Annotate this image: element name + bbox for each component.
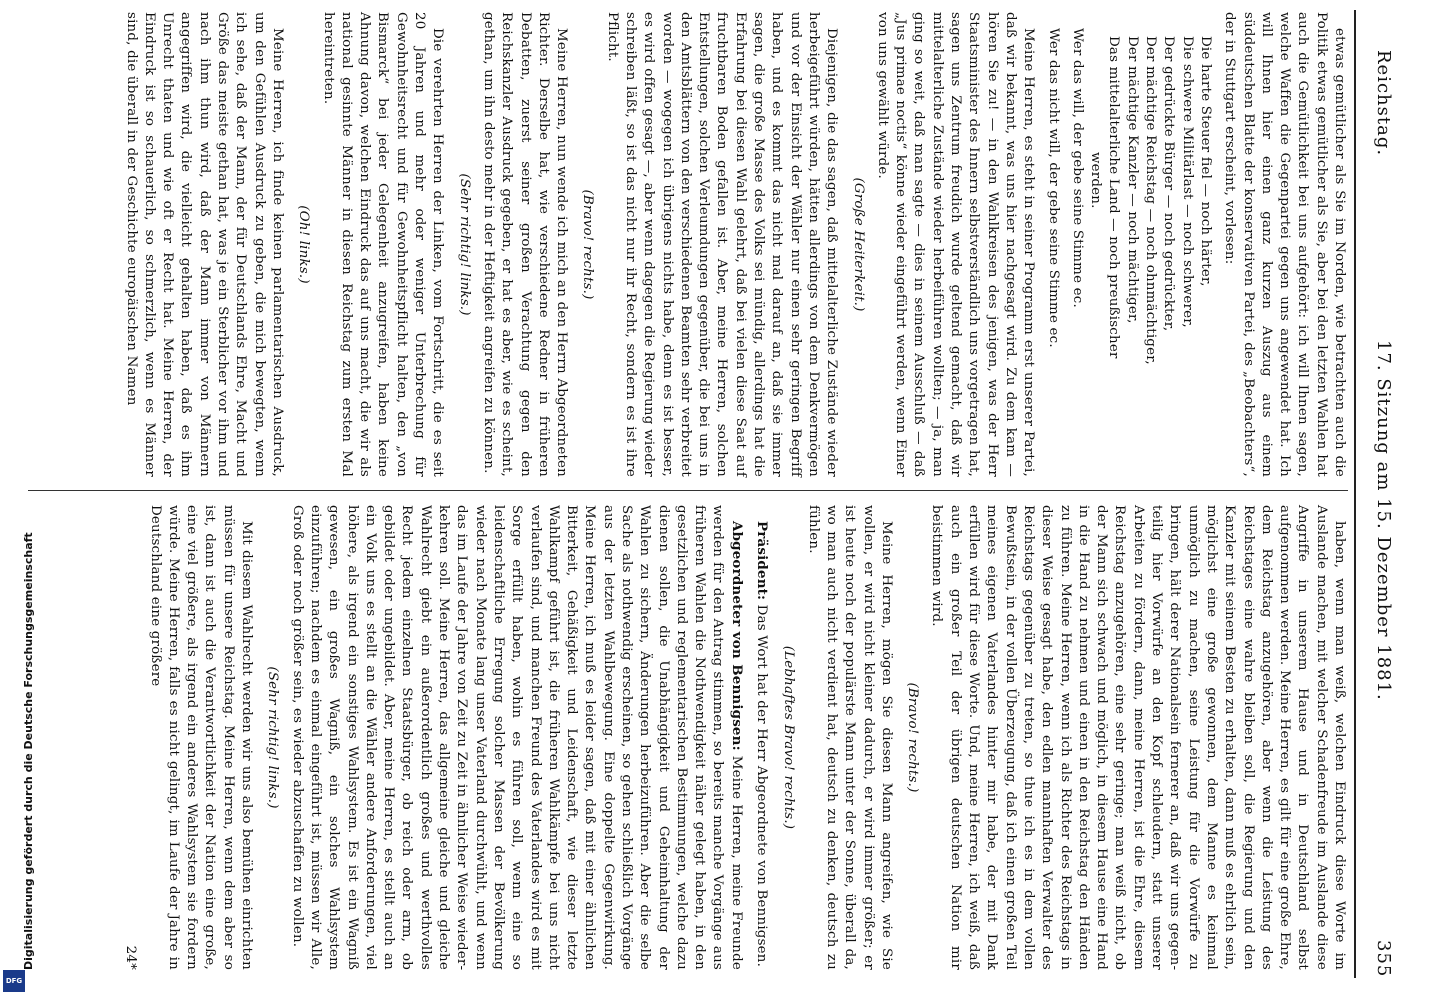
- president-paragraph: [752, 505, 771, 970]
- paragraph: Mit diesem Wahlrecht werden wir uns also bemühen einrichten müssen für unsere Reichstag. Meine Herren, wenn dem aber so ist, dann ist auch die Verantwortlichkeit der Nation eine große, eine viel größere, als irgend ein anderes Wahlsystem sie fordern würde. Meine Herren, falls es nicht gelingt, im Laufe der Jahre in Deutschland eine größere: [147, 505, 255, 970]
- speaker-label: Abgeordneter von Bennigsen:: [728, 521, 745, 751]
- quoted-verse: [1086, 12, 1214, 477]
- paragraph: etwas gemütlicher als Sie im Norden, wie betrachten auch die Politik etwas gemütlicher als Sie, aber bei den letzten Wahlen hat auch die Gemütlichkeit bei uns aufgehört: ich will Ihnen sagen, welche Waffen die Gegenpartei gegen uns angewendet hat. Ich will Ihnen hier einen ganz kurzen Auszug aus einem süddeutschen Blatte der konservativen Partei, des „Beobachters“, der in Stuttgart erscheint, vorlesen:: [1222, 12, 1347, 477]
- stage-direction: (Bravo! rechts.): [905, 682, 921, 793]
- header-left: Reichstag.: [1373, 50, 1394, 157]
- verse-line: Die harte Steuer fiel — noch härter,: [1197, 36, 1213, 287]
- column-right: [115, 505, 1348, 970]
- speaker-paragraph: [287, 505, 745, 970]
- paragraph: Wer das will, der gebe seine Stimme ec.: [1069, 28, 1085, 308]
- stage-direction: (Oh! links.): [296, 205, 312, 284]
- speaker-text: Meine Herren, meine Freunde werden für den Antrag stimmen, so bereits manche Vorgänge aus früheren Wahlen die Nothwendigkeit näher gelegt haben, in den gesetzlichen und reglementarischen Bestimmungen, welche dazu dienen sollen, die Unabhängigkeit und Geheimhaltung der Wahlen zu sichern, Änderungen herbeizuführen. Aber die selbe Sache als nothwendig erscheinen, so gehen schließlich Vorgänge aus der letzten Wahlbewegung. Eine doppelte Gegenwirkung. Meine Herren, ich muß es leider sagen, daß mit einer ähnlichen Bitterkeit, Gehäßigkeit und Leidenschaft, wie dieser letzte Wahlkampf geführt ist, die früheren Wahlkämpfe bei uns nicht verlaufen sind, und manchen Freund des Vaterlandes wird es mit Sorge erfüllt haben, wohin es führen soll, wenn eine so leidenschaftliche Erregung solcher Massen der Bevölkerung wieder nach Monate lang unser Vaterland durchwühlt, und wenn das im Laufe der Jahre von Zeit zu Zeit in ähnlicher Weise wiederkehren soll. Meine Herren, das allgemeine gleiche und gleiche Wahlrecht giebt ein außerordentlich großes und werthvolles Recht jedem einzelnen Staatsbürger, ob reich oder arm, ob gebildet oder ungebildet. Aber, meine Herren, es stellt auch an ein Volk uns es stellt an die Wähler andere Anforderungen, viel höhere, als irgend ein sonstiges Wahlsystem. Es ist ein Wagniß gewesen, ein großes Wagniß, ein solches Wahlsystem einzuführen; nachdem es einmal eingeführt ist, müssen wir Alle, Groß oder noch größer sein, es wieder abzuschaffen zu wollen.: [289, 505, 744, 970]
- dfg-credit-text: Digitalisierung gefördert durch die Deutsche Forschungsgemeinschaft: [22, 532, 35, 970]
- stage-direction: (Sehr richtig! links.): [265, 666, 281, 809]
- stage-direction: (Lebhaftes Bravo! rechts.): [781, 645, 797, 830]
- verse-line: Das mittelalterliche Land — noch preußischer: [1106, 36, 1122, 359]
- paragraph: haben, wenn man weiß, welchen Eindruck diese Worte im Auslande machen, mit welcher Schadenfreude im Auslande diese Angriffe in unserem Hause und in Deutschland selbst aufgenommen werden. Meine Herren, es gilt für eine große Ehre, dem Reichstag anzugehören, aber wenn die Leistung des Reichstages eine wahre bleiben soll, die Regierung und den Kanzler mit seinem Besten zu erhalten, dann muß es ehrlich sein, möglichst eine große gewonnen, dem Manne es keinmal unmöglich zu machen, seine Leistung für die Vorwürfe zu bringen, hält derer Nationalsein fernerer an, daß wir uns gegenteilig hier Vorwürfe an den Kopf schleudern, statt unserer Arbeiten zu fördern, dann, meine Herren, ist die Ehre, diesem Reichstag anzugehören, eine sehr geringe; man weiß nicht, ob der Mann sich schwach und möglich, in diesem Hause eine Hand in die Hand zu nehmen und einen in den Reichstag den Händen zu führen. Meine Herren, wenn ich als Richter des Reichstags in dieser Weise gesagt habe, den edlen mannhaften Verwalter des Reichstags gegenüber zu treten, so thue ich es in dem vollen Bewußtsein, in der vollen Überzeugung, daß ich einen großen Teil meines eigenen Vaterlandes hinter mir habe, der mit Dank erfüllen wird für diese Worte. Und, meine Herren, ich weiß, daß auch ein großer Teil der übrigen deutschen Nation mir beistimmen wird.: [929, 505, 1347, 970]
- paragraph: Meine Herren, nun wende ich mich an den Herrn Abgeordneten Richter. Derselbe hat, wie verschiedene Redner in früheren Debatten, zuerst seiner großen Verachtung gegen den Reichskanzler Ausdruck gegeben, er hat es aber, wie es scheint, gethan, um ihn desto mehr in der Heftigkeit angreifen zu können.: [480, 12, 570, 477]
- paragraph: Meine Herren, ich finde keinen parlamentarischen Ausdruck, um den Gefühlen Ausdruck zu geben, die mich bewegten, wenn ich sehe, daß der Mann, der für Deutschlands Ehre, Macht und Größe das meiste gethan hat, was je ein Sterblicher vor ihm und nach ihm thun wird, daß der Mann immer von Männern angegriffen wird, die vielleicht gehalten haben, daß es ihm Unrecht thaten und wie oft er Recht hat. Meine Herren, der Eindruck ist so schauerlich, so schmerzlich, wenn es Männer sind, die überall in der Geschichte europäischen Namen: [123, 12, 285, 477]
- president-label: Präsident:: [754, 521, 771, 601]
- rotated-page-content: [20, 0, 1400, 990]
- president-text: Das Wort hat der Herr Abgeordnete von Bennigsen.: [754, 604, 770, 968]
- verse-line: Der gedrückte Bürger — noch gedrückter,: [1161, 36, 1177, 332]
- header-rule: [1354, 10, 1356, 978]
- column-divider: [28, 490, 1348, 491]
- signature-mark: 24*: [123, 945, 139, 970]
- verse-line: Der mächtige Kanzler — noch mächtiger,: [1124, 36, 1140, 324]
- stage-direction: (Sehr richtig! links.): [456, 173, 472, 316]
- dfg-logo: DFG: [3, 970, 25, 992]
- page-number: 355: [1373, 940, 1394, 978]
- verse-line: Die schwere Militärlast — noch schwerer,: [1179, 36, 1195, 328]
- paragraph: Meine Herren, mögen Sie diesen Mann angreifen, wie Sie wollen, er wird nicht kleiner dadurch, er wird immer größer; er ist heute noch der populärste Mann unter der Sonne, überall da, wo man auch nicht verdient hat, deutsch zu denken, deutsch zu fühlen.: [805, 505, 894, 970]
- stage-direction: (Große Heiterkeit.): [850, 177, 866, 312]
- column-left: [115, 12, 1348, 477]
- paragraph: Die verehrten Herren der Linken, vom Fortschritt, die es seit 20 Jahren und mehr oder weniger Unterbrechung für Gewohnheitsrecht und für Gewohnheitspflicht halten, den „von Bismarck“ bei jeder Gelegenheit anzugreifen, haben keine Ahnung davon, welchen Eindruck das auf uns macht, die wir als national gesinnte Männer in diesen Reichstag zum ersten Mal hereintreten.: [320, 12, 446, 477]
- stage-direction: (Bravo! rechts.): [580, 189, 596, 300]
- header-session: 17. Sitzung am 15. Dezember 1881.: [1373, 340, 1394, 701]
- verse-line: werden.: [1088, 152, 1104, 209]
- running-header: [1358, 10, 1398, 980]
- paragraph: Wer das nicht will, der gebe seine Stimme ec.: [1045, 28, 1061, 348]
- verse-line: Der mächtige Reichstag — noch ohnmächtiger,: [1143, 36, 1159, 365]
- paragraph: Diejenigen, die das sagen, daß mittelalterliche Zustände wieder herbeigeführt würden, hätten allerdings von dem Denkvermögen und vor der Einsicht der Wähler nur einen sehr geringen Begriff haben, und es kommt das nicht mal darauf an, daß sie immer sagen, die große Masse des Volks sei mündig, allerdings hat die Erfahrung bei diesen Wahl gelehrt, daß bei vielen diese Saat auf fruchtbaren Boden gefallen ist. Aber, meine Herren, solchen Entstellungen, solchen Verleumdungen gegenüber, die bei uns in den Amtsblättern von den verschiedenen Beamten sehr verbreitet worden — wogegen ich übrigens nichts habe, denn es ist besser, es wird offen gesagt —, aber wenn dagegen die Regierung wieder schreiben läßt, so ist das nicht nur ihr Recht, sondern es ist ihre Pflicht.: [604, 12, 840, 477]
- paragraph: Meine Herren, es steht in seiner Programm erst unserer Partei, daß wir bekannt, was uns hier nachgesagt wird. Zu dem kam — hören Sie zu! — in den Wahlkreisen des jenigen, was der Herr Staatsminister des Innern selbstverständlich uns vorgetragen hat, sagen uns Zentrum freudich wurde geltend gemacht, daß wir mittelalterliche Zustände wieder herbeiführen wollten; — ja, man ging so weit, daß man sagte — dies in seinem Ausschluß — daß „Jus primae noctis“ könne wieder eingeführt werden, wenn Einer von uns gewählt würde.: [874, 12, 1037, 477]
